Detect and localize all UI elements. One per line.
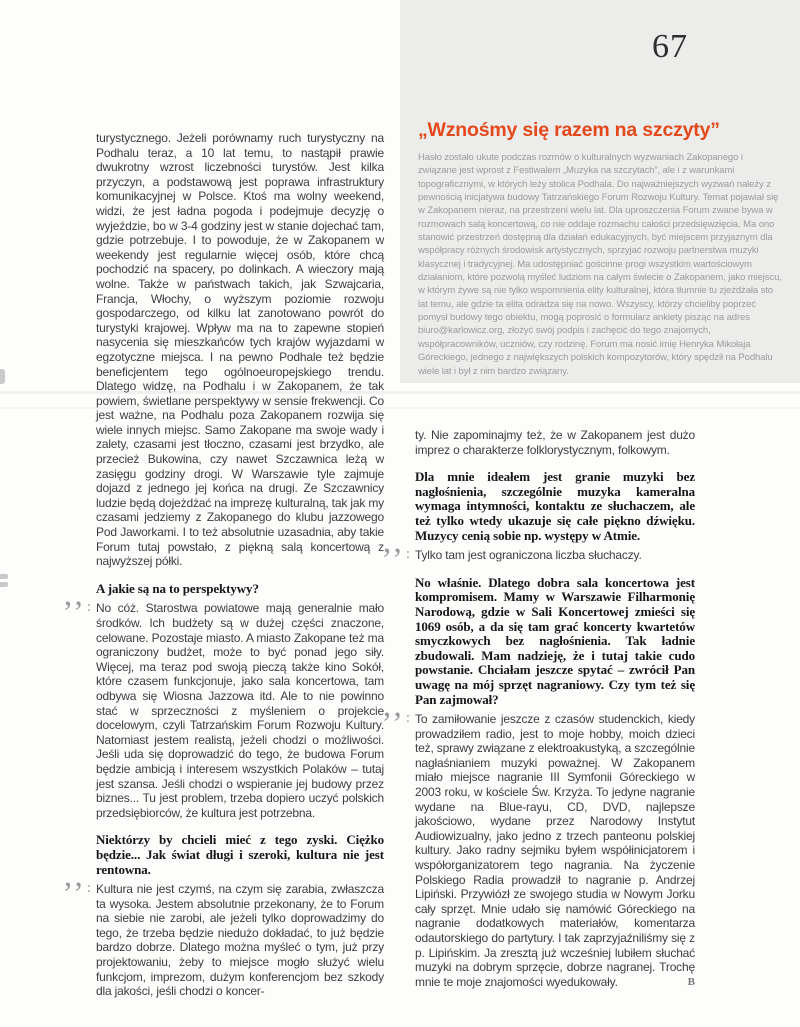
interview-answer [62, 595, 384, 820]
interview-question: Niektórzy by chcieli mieć z tego zyski. Ciężko będzie... Jak świat długi i szeroki, kultura nie jest rentowna. [96, 832, 384, 877]
answer-text: Tylko tam jest ograniczona liczba słuchaczy. [415, 548, 642, 563]
intro-text: Hasło zostało ukute podczas rozmów o kulturalnych wyzwaniach Zakopanego i związane jest wprost z Festiwalem „Muzyka na szczytach”, ale i z warunkami topograficznymi, w których leży stolica Podhala. Do najważniejszych wyzwań należy z pewnością inicjatywa budowy Tatrzańskiego Forum Rozwoju Kultury. Temat pojawiał się w Zakopanem nieraz, na przestrzeni wielu lat. Dla uproszczenia Forum zwane bywa w rozmowach salą koncertową, co nie oddaje rozmachu całości przedsięwzięcia. Ma ono stanowić przestrzeń dostępną dla działań edukacyjnych, być miejscem przyjaznym dla współpracy różnych środowisk artystycznych, sprzyjać rozwoju partnerstwa muzyki klasycznej i tradycyjnej. Ma udostępniać gościnne progi wszystkim wartościowym działaniom, które pozwolą myśleć ludziom na całym świecie o Zakopanem, jako miejscu, w którym żywe są nie tylko wspomnienia elity kulturalnej, która tłumnie tu zjeżdżała sto lat temu, ale gdzie ta elita odradza się na nowo. Wszyscy, którzy chcieliby poprzeć pomysł budowy tego obiektu, mogą poprosić o formularz ankiety pisząc na adres biuro@karlowicz.org, złożyć swój podpis i zachęcić do tego znajomych, współpracowników, uczniów, czy rodzinę. Forum ma nosić imię Henryka Mikołaja Góreckiego, jednego z największych polskich kompozytorów, który spędził na Podhalu wiele lat i był z nim bardzo związany. [418, 152, 782, 377]
interview-answer [381, 706, 695, 989]
answer-text: Kultura nie jest czymś, na czym się zarabia, zwłaszcza ta wysoka. Jestem absolutnie przekonany, że to Forum na siebie nie zarobi, ale jeżeli tylko doprowadzimy do tego, że trzeba będzie niedużo dokładać, to już będzie bardzo dobrze. Dlatego można myśleć o tym, już przy projektowaniu, żeby to miejsce mogło służyć wielu funkcjom, imprezom, dużym konferencjom bez szkody dla jakości, jeśli chodzi o koncer- [96, 882, 384, 999]
right-column [381, 428, 695, 989]
end-of-article-mark: B [687, 976, 695, 989]
interview-answer [381, 542, 695, 579]
intro-panel [400, 0, 800, 383]
left-column [62, 131, 384, 999]
page-edge-mark [0, 369, 5, 384]
interview-question: No właśnie. Dlatego dobra sala koncertowa jest kompromisem. Mamy w Warszawie Filharmonię Narodową, gdzie w Sali Koncertowej zmieści się 1069 osób, a da się tam grać koncerty kwartetów smyczkowych bez nagłośnienia. Tak ładnie zbudowali. Mam nadzieję, że i tutaj takie cudo powstanie. Chciałam jeszcze spytać – zwrócił Pan uwagę na mój sprzęt nagraniowy. Czy tym też się Pan zajmował? [415, 574, 695, 707]
article-headline: „Wznośmy się razem na szczyty” [418, 119, 720, 141]
answer-text: To zamiłowanie jeszcze z czasów studenckich, kiedy prowadziłem radio, jest to moje hobby, moich dzieci też, sprawy związane z elektroakustyką, a szczególnie nagłaśnianiem muzyki poważnej. W Zakopanem miało miejsce nagranie III Symfonii Góreckiego w 2003 roku, w kościele Św. Krzyża. To jedyne nagranie wydane na Blue-rayu, CD, DVD, najlepsze jakościowo, wydane przez Narodowy Instytut Audiowizualny, jako jedno z trzech panteonu polskiej kultury. Jako radny sejmiku byłem współinicjatorem i współorganizatorem tego nagrania. Na życzenie Polskiego Radia prowadził to nagranie p. Andrzej Lipiński. Przywiózł ze swojego studia w Nowym Jorku cały sprzęt. Mnie udało się namówić Góreckiego na nagranie dodatkowych materiałów, komentarza odautorskiego do partytury. I tak zaprzyjaźniliśmy się z p. Lipińskim. Ja zresztą już wcześniej lubiłem słuchać muzyki na dobrym sprzęcie, dobrze nagranej. Trochę mnie te moje znajomości wyedukowały. [415, 712, 695, 989]
paragraph: turystycznego. Jeżeli porównamy ruch turystyczny na Podhalu teraz, a 10 lat temu, to nastąpił prawie dwukrotny wzrost liczebności turystów. Jest kilka przyczyn, a podstawową jest poprawa infrastruktury komunikacyjnej w Polsce. Ktoś ma wolny weekend, widzi, że jest ładna pogoda i podejmuje decyzję o wyjeździe, bo w 3-4 godziny jest w stanie dojechać tam, gdzie potrzebuje. I to powoduje, że w Zakopanem w weekendy jest regularnie więcej osób, które chcą pochodzić na spacery, po dolinkach. A wieczory mają wolne. Także w państwach takich, jak Szwajcaria, Francja, Włochy, o wyższym poziomie rozwoju gospodarczego, od kilku lat zanotowano powrót do turystyki krajowej. Wpływ ma na to zapewne stopień nasycenia się mieszkańców tych krajów wyjazdami w egzotyczne miejsca. I na pewno Podhale też będzie beneficjentem tego ogólnoeuropejskiego trendu. Dlatego widzę, na Podhalu i w Zakopanem, że tak powiem, świetlane perspektywy w sensie frekwencji. Co jest ważne, na Podhalu poza Zakopanem rozwija się wiele innych miejsc. Samo Zakopane ma swoje wady i zalety, czasami jest tłoczno, czasami jest brzydko, ale przecież Bukowina, czy nawet Szczawnica leżą w zasięgu godziny drogi. W Warszawie tyle zajmuje dojazd z jednego jej końca na drugi. Ze Szczawnicy ludzie będą dojeżdżać na imprezę kulturalną, tak jak my czasami jedziemy z Zakopanego do klubu jazzowego Pod Jaworkami. I to też absolutnie uzasadnia, aby takie Forum tutaj powstało, z piękną salą koncertową z najwyższej półki. [96, 131, 384, 569]
quote-marks-icon: ’’: [381, 542, 410, 579]
interview-question: Dla mnie ideałem jest granie muzyki bez nagłośnienia, szczególnie muzyka kameralna wymaga intymności, kontaktu ze słuchaczem, ale też tylko wtedy ukazuje się całe piękno dźwięku. Muzycy cenią sobie np. występy w Atmie. [415, 469, 695, 543]
page-number: 67 [652, 28, 688, 65]
quote-marks-icon: ’’: [62, 876, 91, 913]
quote-marks-icon: ’’: [381, 706, 410, 743]
answer-text: No cóż. Starostwa powiatowe mają generalnie mało środków. Ich budżety są w dużej części znaczone, celowane. Pozostaje miasto. A miasto Zakopane też ma ograniczony budżet, może to być ponad jego siły. Więcej, ma teraz pod swoją pieczą także kino Sokół, które czasem funkcjonuje, jako sala koncertowa, tam odbywa się Wiosna Jazzowa itd. Ale to nie powinno stać w sprzeczności z myśleniem o projekcie docelowym, czyli Tatrzańskim Forum Rozwoju Kultury. Natomiast jestem realistą, jeżeli chodzi o możliwości. Jeśli uda się doprowadzić do tego, że budowa Forum będzie ambicją i interesem wszystkich Polaków – tutaj jest szansa. Jeśli chodzi o wspieranie jej budowy przez biznes... Tu jest problem, trzeba dopiero uczyć polskich przedsiębiorców, że kultura jest potrzebna. [96, 601, 384, 820]
paragraph: ty. Nie zapominajmy też, że w Zakopanem jest dużo imprez o charakterze folklorystycznym, folkowym. [415, 428, 695, 457]
interview-answer [62, 876, 384, 999]
quote-marks-icon: ’’: [62, 595, 91, 632]
interview-question: A jakie są na to perspektywy? [96, 580, 259, 596]
page-edge-mark [0, 574, 8, 579]
